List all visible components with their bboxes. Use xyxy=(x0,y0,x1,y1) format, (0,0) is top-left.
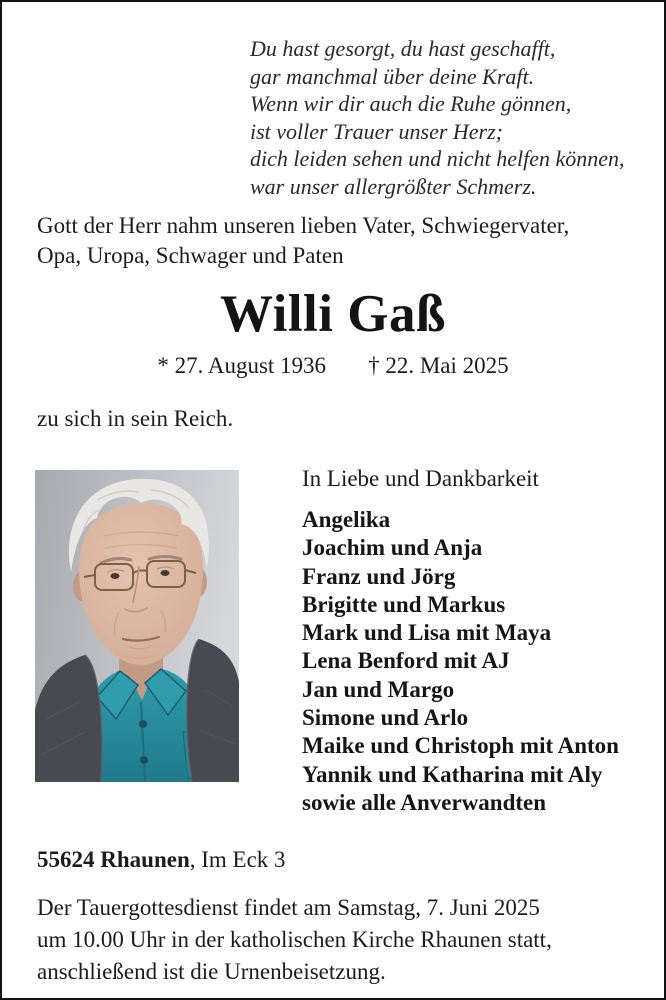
poem-line: Du hast gesorgt, du hast geschafft, xyxy=(250,36,556,61)
mourner-entry: Angelika xyxy=(302,507,391,532)
poem-line: Wenn wir dir auch die Ruhe gönnen, xyxy=(250,91,572,116)
mourner-entry: Brigitte und Markus xyxy=(302,591,506,617)
deceased-name: Willi Gaß xyxy=(220,285,446,343)
tribute-heading: In Liebe und Dankbarkeit xyxy=(302,466,539,491)
portrait-photo xyxy=(35,470,239,782)
life-dates xyxy=(2,351,664,381)
poem-line: war unser allergrößter Schmerz. xyxy=(250,173,537,199)
intro-text xyxy=(37,211,569,271)
portrait-illustration xyxy=(35,470,239,782)
poem-line: ist voller Trauer unser Herz; xyxy=(250,118,503,144)
address-street: , Im Eck 3 xyxy=(189,847,286,872)
mourner-entry: Simone und Arlo xyxy=(302,705,469,731)
shirt-button xyxy=(139,720,147,728)
service-info xyxy=(37,892,552,988)
birth-date: * 27. August 1936 xyxy=(157,353,327,378)
address-city: 55624 Rhaunen xyxy=(37,847,190,872)
mourner-entry: Joachim und Anja xyxy=(302,535,483,561)
death-date: † 22. Mai 2025 xyxy=(368,353,509,378)
service-line: um 10.00 Uhr in der katholischen Kirche Rhaunen statt, xyxy=(37,927,552,952)
intro-continuation: zu sich in sein Reich. xyxy=(37,406,234,431)
shirt-button xyxy=(140,756,148,764)
mourner-entry: sowie alle Anverwandten xyxy=(302,789,547,815)
mourner-entry: Mark und Lisa mit Maya xyxy=(302,620,552,646)
mourner-list xyxy=(302,506,619,817)
service-line: anschließend ist die Urnenbeisetzung. xyxy=(37,959,386,984)
tribute-section xyxy=(302,464,619,817)
poem-line: gar manchmal über deine Kraft. xyxy=(250,63,535,89)
mourner-entry: Yannik und Katharina mit Aly xyxy=(302,761,603,787)
mourner-entry: Maike und Christoph mit Anton xyxy=(302,733,619,759)
service-line: Der Tauergottesdienst findet am Samstag, 7. Juni 2025 xyxy=(37,895,540,920)
intro-line: Gott der Herr nahm unseren lieben Vater, Schwiegervater, xyxy=(37,213,570,238)
address-line xyxy=(37,845,286,875)
mourner-entry: Jan und Margo xyxy=(302,676,455,702)
mourner-entry: Lena Benford mit AJ xyxy=(302,648,510,674)
poem-line: dich leiden sehen und nicht helfen können, xyxy=(250,146,625,171)
intro-line: Opa, Uropa, Schwager und Paten xyxy=(37,243,344,268)
mourner-entry: Franz und Jörg xyxy=(302,563,456,589)
right-eye xyxy=(161,570,170,576)
memorial-poem xyxy=(250,35,625,200)
left-eye xyxy=(111,573,120,579)
